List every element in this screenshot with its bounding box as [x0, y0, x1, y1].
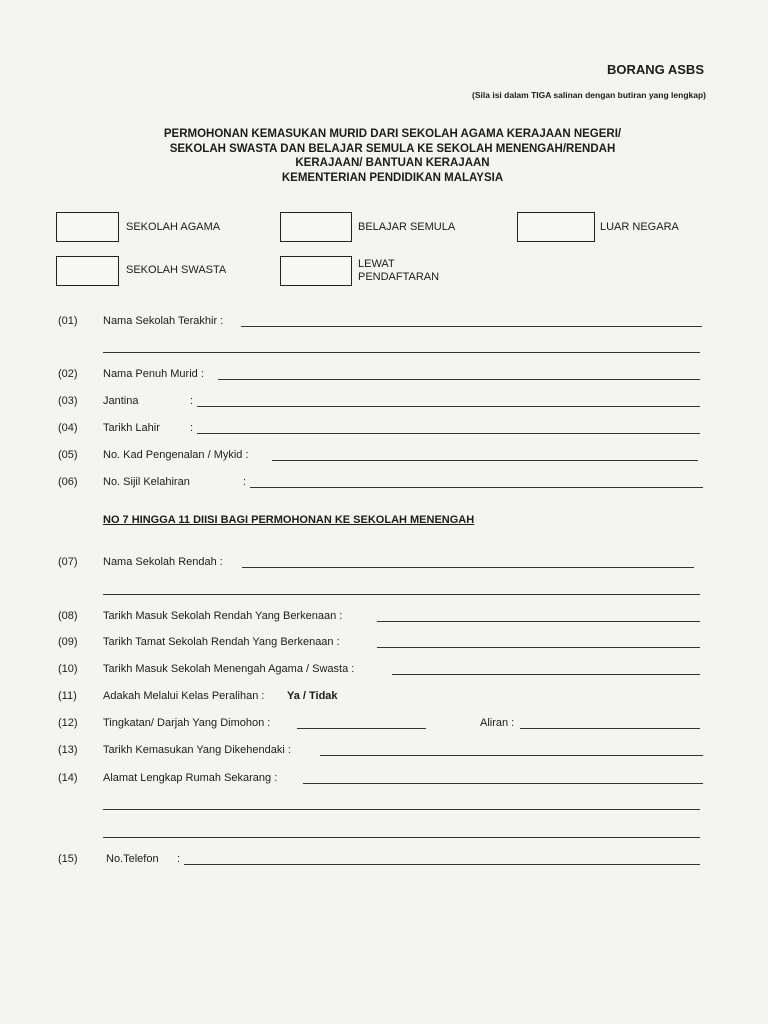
checkbox-sekolah-agama[interactable] — [56, 212, 119, 242]
input-nama-sekolah-rendah[interactable] — [242, 567, 694, 568]
field-colon: : — [243, 476, 247, 488]
field-label-tarikh-tamat-rendah: Tarikh Tamat Sekolah Rendah Yang Berkenaan : — [103, 636, 340, 648]
field-number: (05) — [58, 449, 78, 461]
input-tarikh-kemasukan[interactable] — [320, 755, 703, 756]
input-aliran[interactable] — [520, 728, 700, 729]
field-number: (11) — [58, 690, 77, 702]
input-sijil-kelahiran[interactable] — [250, 487, 703, 488]
input-nama-sekolah-terakhir-line2[interactable] — [103, 352, 700, 353]
form-title — [120, 127, 665, 185]
title-line: KEMENTERIAN PENDIDIKAN MALAYSIA — [281, 171, 504, 184]
field-label-tarikh-lahir: Tarikh Lahir — [103, 422, 160, 434]
field-number: (12) — [58, 717, 78, 729]
title-line: PERMOHONAN KEMASUKAN MURID DARI SEKOLAH AGAMA KERAJAAN NEGERI/ — [163, 128, 622, 140]
form-code: BORANG ASBS — [606, 62, 704, 77]
input-alamat-line3[interactable] — [103, 837, 700, 838]
field-label-aliran: Aliran : — [480, 717, 515, 729]
checkbox-sekolah-swasta[interactable] — [56, 256, 119, 286]
checkbox-belajar-semula[interactable] — [280, 212, 352, 242]
field-colon: : — [177, 853, 181, 865]
field-number: (10) — [58, 663, 78, 675]
input-tarikh-masuk-menengah[interactable] — [392, 674, 700, 675]
field-number: (02) — [58, 368, 78, 380]
input-alamat-line2[interactable] — [103, 809, 700, 810]
answer-ya-tidak[interactable]: Ya / Tidak — [287, 690, 338, 702]
input-tingkatan-dimohon[interactable] — [297, 728, 426, 729]
field-number: (06) — [58, 476, 78, 488]
field-number: (01) — [58, 315, 78, 327]
option-label-line: LEWAT — [358, 258, 395, 270]
input-telefon[interactable] — [184, 864, 700, 865]
input-nama-sekolah-terakhir[interactable] — [241, 326, 702, 327]
field-label-sijil-kelahiran: No. Sijil Kelahiran — [103, 476, 190, 488]
input-jantina[interactable] — [197, 406, 700, 407]
field-label-kelas-peralihan: Adakah Melalui Kelas Peralihan : — [103, 690, 265, 702]
option-label-sekolah-swasta: SEKOLAH SWASTA — [126, 264, 227, 276]
field-label-alamat: Alamat Lengkap Rumah Sekarang : — [103, 772, 278, 784]
option-label-line: PENDAFTARAN — [358, 271, 440, 283]
checkbox-luar-negara[interactable] — [517, 212, 595, 242]
field-number: (07) — [58, 556, 78, 568]
field-label-tarikh-masuk-menengah: Tarikh Masuk Sekolah Menengah Agama / Swasta : — [103, 663, 355, 675]
option-label-luar-negara: LUAR NEGARA — [600, 221, 679, 233]
input-tarikh-lahir[interactable] — [197, 433, 700, 434]
option-label-sekolah-agama: SEKOLAH AGAMA — [126, 221, 221, 233]
input-nama-penuh-murid[interactable] — [218, 379, 700, 380]
field-colon: : — [190, 422, 194, 434]
field-number: (09) — [58, 636, 78, 648]
input-tarikh-tamat-rendah[interactable] — [377, 647, 700, 648]
field-label-tingkatan-dimohon: Tingkatan/ Darjah Yang Dimohon : — [103, 717, 271, 729]
option-label-lewat-pendaftaran — [358, 258, 439, 284]
input-nama-sekolah-rendah-line2[interactable] — [103, 594, 700, 595]
field-number: (13) — [58, 744, 78, 756]
field-label-nama-penuh-murid: Nama Penuh Murid : — [103, 368, 204, 380]
option-label-belajar-semula: BELAJAR SEMULA — [358, 221, 456, 233]
instruction-note: (Sila isi dalam TIGA salinan dengan butiran yang lengkap) — [472, 90, 706, 100]
field-label-tarikh-kemasukan: Tarikh Kemasukan Yang Dikehendaki : — [103, 744, 291, 756]
checkbox-lewat-pendaftaran[interactable] — [280, 256, 352, 286]
field-label-jantina: Jantina — [103, 395, 139, 407]
field-number: (04) — [58, 422, 78, 434]
field-label-nama-sekolah-rendah: Nama Sekolah Rendah : — [103, 556, 223, 568]
field-label-kad-pengenalan: No. Kad Pengenalan / Mykid : — [103, 449, 249, 461]
field-label-telefon: No.Telefon — [106, 853, 159, 865]
field-number: (03) — [58, 395, 78, 407]
field-colon: : — [190, 395, 194, 407]
input-alamat[interactable] — [303, 783, 703, 784]
field-label-tarikh-masuk-rendah: Tarikh Masuk Sekolah Rendah Yang Berkenaan : — [103, 610, 343, 622]
title-line: KERAJAAN/ BANTUAN KERAJAAN — [295, 157, 490, 169]
title-line: SEKOLAH SWASTA DAN BELAJAR SEMULA KE SEKOLAH MENENGAH/RENDAH — [169, 142, 616, 155]
field-number: (08) — [58, 610, 78, 622]
input-tarikh-masuk-rendah[interactable] — [377, 621, 700, 622]
section-heading: NO 7 HINGGA 11 DIISI BAGI PERMOHONAN KE SEKOLAH MENENGAH — [103, 514, 475, 526]
field-label-nama-sekolah-terakhir: Nama Sekolah Terakhir : — [103, 315, 224, 327]
field-number: (14) — [58, 772, 78, 784]
input-kad-pengenalan[interactable] — [272, 460, 698, 461]
field-number: (15) — [58, 853, 78, 865]
